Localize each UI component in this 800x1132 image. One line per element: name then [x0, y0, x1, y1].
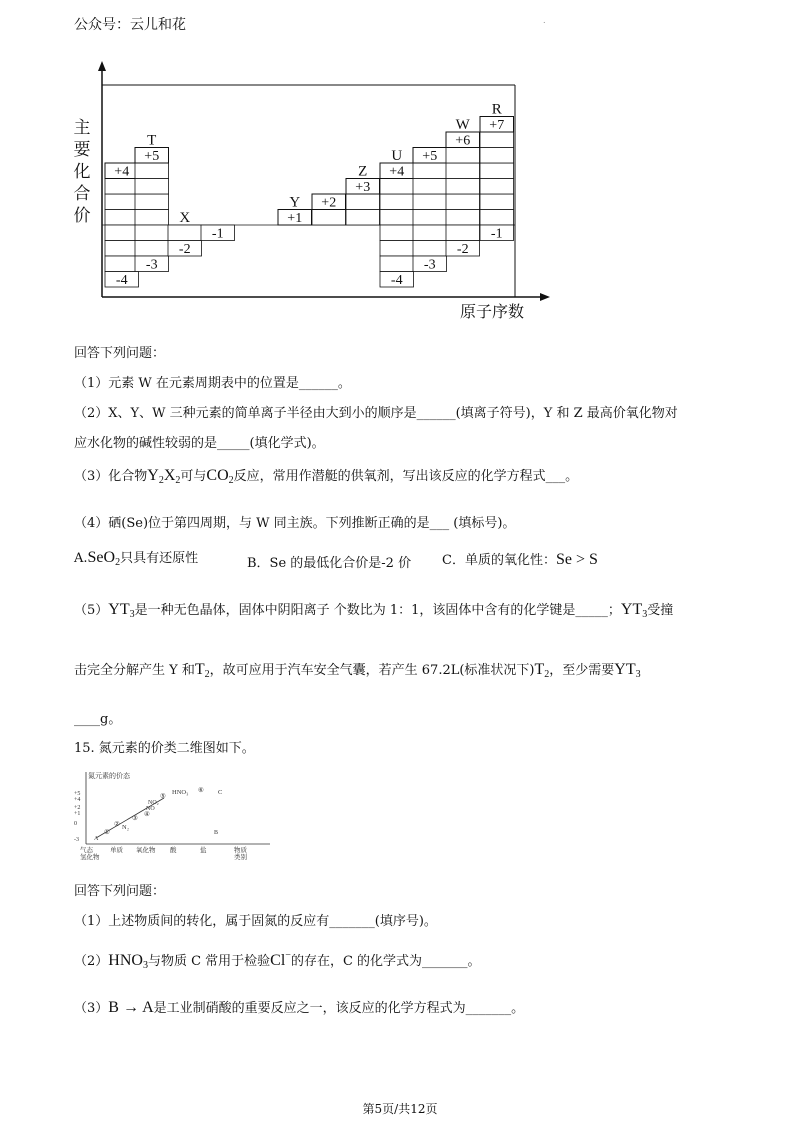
q14-option-a: A.SeO$_2$只具有还原性 [74, 549, 199, 568]
bar-cell-pos [480, 148, 514, 164]
bar-max-label: +4 [114, 164, 130, 180]
bar-cell-neg [105, 241, 139, 257]
bar-cell-pos [413, 194, 447, 210]
n-xcat: 物质 [234, 847, 247, 854]
n-chart-title: 氮元素的价态 [88, 772, 130, 780]
n-xcat: 氧化物 [136, 847, 156, 854]
n-xcat: 盐 [200, 847, 207, 854]
q14-option-c: C．单质的氧化性：Se > S [442, 551, 598, 568]
nitrogen-chart-svg [74, 768, 274, 864]
formula-hno3: $HNO_3$ [108, 952, 148, 971]
q14-part5-line2: 击完全分解产生 Y 和$T_2$，故可应用于汽车安全气囊，若产生 67.2L(标准状况下)$T_2$，至少需要$YT_3$ [74, 661, 641, 680]
formula-yt3: $YT_3$ [108, 601, 135, 620]
header-dot: . [543, 16, 546, 25]
n-xcat: 类别 [234, 854, 247, 861]
bar-cell-pos [105, 179, 139, 195]
bar-min-label: -1 [490, 226, 503, 242]
bar-cell-neg [380, 241, 414, 257]
bar-cell-pos [380, 210, 414, 226]
ylabel-char: 要 [73, 140, 91, 159]
q14-part1: （1）元素 W 在元素周期表中的位置是______。 [74, 376, 351, 391]
bar-cell-pos [446, 179, 480, 195]
bar-cell-neg [135, 225, 169, 241]
n-xcat: 酸 [170, 847, 177, 854]
formula-cl: Cl− [270, 950, 291, 969]
bar-cell-neg [446, 225, 480, 241]
bar-min-label: -2 [178, 242, 191, 257]
bar-max-label: +7 [489, 118, 505, 133]
formula-seo2: SeO$_2$ [87, 549, 121, 568]
n-label-no2: NO₂ [148, 800, 159, 806]
bar-cell-pos [312, 210, 346, 226]
nitrogen-chart [74, 768, 274, 864]
ylabel-char: 价 [73, 206, 91, 225]
ylabel-char: 化 [73, 162, 91, 181]
bar-max-label: +5 [144, 149, 160, 164]
bar-min-label: -4 [115, 273, 128, 288]
n-ytick: +1 [74, 811, 81, 817]
y-axis-arrow [98, 61, 106, 71]
n-label-b: B [214, 830, 219, 836]
bar-cell-pos [446, 210, 480, 226]
q15-part2: $(2)HNO_3$与物质 C 常用于检验Cl−的存在，C 的化学式为_______。 [74, 950, 481, 971]
bar-max-label: +1 [287, 211, 303, 226]
formula-yt3-c: $YT_3$ [614, 661, 641, 680]
bar-cell-neg [168, 225, 202, 241]
n-ytick: -3 [74, 837, 79, 843]
n-ytick: +4 [74, 797, 81, 803]
bar-cell-pos [446, 163, 480, 179]
bar-cell-pos [413, 163, 447, 179]
n-label-hno3: HNO₃ [172, 789, 189, 796]
bar-cell-neg [135, 241, 169, 257]
x-axis-arrow [540, 293, 550, 301]
n-xcat: 单质 [110, 847, 123, 854]
q14-part3-post: 反应，常用作潜艇的供氧剂，写出该反应的化学方程式___。 [233, 469, 579, 484]
formula-se-s: Se > S [555, 551, 598, 568]
bar-max-label: +5 [422, 149, 438, 164]
bar-cell-pos [480, 132, 514, 148]
bar-cell-pos [480, 163, 514, 179]
q15-title: 15. 氮元素的价类二维图如下。 [74, 741, 255, 756]
bar-max-label: +4 [389, 164, 405, 180]
bar-cell-pos [346, 194, 380, 210]
bar-cell-neg [380, 225, 414, 241]
q14-option-b: B．Se 的最低化合价是-2 价 [247, 556, 412, 571]
valence-chart-svg [60, 55, 580, 325]
element-label: T [147, 132, 157, 149]
n-circled-label: ⑥ [198, 787, 204, 794]
bar-cell-neg [413, 225, 447, 241]
bar-cell-pos [380, 179, 414, 195]
bar-cell-pos [480, 179, 514, 195]
formula-yt3-b: $YT_3$ [620, 601, 648, 620]
q15-intro: 回答下列问题： [74, 884, 166, 899]
q14-intro: 回答下列问题： [74, 346, 166, 361]
formula-t2: $T_2$ [194, 661, 210, 680]
bar-cell-pos [346, 210, 380, 226]
n-ytick: +5 [74, 791, 81, 797]
bar-cell-pos [105, 194, 139, 210]
header-text: 公众号：云儿和花 [74, 17, 186, 33]
element-label: R [491, 101, 502, 118]
page-footer: 第5页/共12页 [362, 1102, 438, 1116]
q14-part2-line1: （2）X、Y、W 三种元素的简单离子半径由大到小的顺序是______(填离子符号)，Y 和 Z 最高价氧化物对 [74, 406, 678, 421]
bar-min-label: -4 [390, 273, 403, 288]
bar-min-label: -3 [423, 257, 436, 273]
xlabel: 原子序数 [459, 304, 525, 321]
q14-part3-prefix: （3）化合物 [74, 469, 148, 484]
element-label: Y [289, 194, 301, 211]
n-circled-label: ③ [132, 815, 138, 822]
bar-cell-neg [413, 241, 447, 257]
bar-cell-pos [413, 179, 447, 195]
bar-cell-pos [413, 210, 447, 226]
bar-max-label: +2 [321, 195, 337, 211]
element-label: U [391, 148, 403, 164]
q14-part3 [74, 466, 578, 487]
q14-part3-mid: 可与 [180, 469, 207, 484]
bar-min-label: -1 [211, 226, 224, 242]
element-label: X [179, 210, 191, 226]
formula-co2: $CO_2$ [206, 467, 234, 486]
q14-part5-line3: ____g。 [74, 712, 122, 727]
n-label-n2: N₂ [122, 824, 129, 831]
bar-max-label: +6 [455, 133, 471, 149]
ylabel-char: 主 [73, 118, 91, 137]
n-xcat: 气态 [80, 847, 93, 854]
q14-part2-line2: 应水化物的碱性较弱的是_____(填化学式)。 [74, 436, 325, 451]
bar-cell-pos [480, 194, 514, 210]
bar-cell-neg [105, 256, 139, 272]
q15-part1: （1）上述物质间的转化，属于固氮的反应有_______(填序号)。 [74, 914, 437, 929]
q14-part5-line1: $(5)YT_3$是一种无色晶体，固体中阴阳离子 个数比为 1：1，该固体中含有的化学键是_____；$YT_3$受撞 [74, 601, 674, 620]
bar-cell-pos [380, 194, 414, 210]
bar-cell-pos [135, 210, 169, 226]
element-label: W [455, 117, 470, 133]
n-circled-label: ④ [144, 811, 150, 818]
ylabel-char: 合 [73, 184, 91, 203]
bar-min-label: -2 [456, 242, 469, 257]
bar-cell-pos [480, 210, 514, 226]
n-ytick: 0 [74, 821, 77, 827]
n-circled-label: ② [114, 821, 120, 828]
valence-chart [60, 55, 580, 325]
n-circled-label: ① [104, 829, 110, 836]
bar-max-label: +3 [355, 180, 371, 195]
bar-min-label: -3 [145, 257, 158, 273]
q14-part4: （4）硒(Se)位于第四周期，与 W 同主族。下列推断正确的是___ (填标号)。 [74, 516, 516, 531]
n-label-c: C [218, 789, 223, 796]
bar-cell-pos [135, 163, 169, 179]
q15-part3: （3）B → A是工业制硝酸的重要反应之一，该反应的化学方程式为_______。 [74, 999, 525, 1016]
n-label-no: NO [146, 806, 155, 812]
bar-cell-pos [105, 210, 139, 226]
n-ytick: +2 [74, 805, 81, 811]
n-label-a: A [94, 836, 99, 842]
bar-cell-pos [446, 148, 480, 164]
bar-cell-neg [105, 225, 139, 241]
formula-y2x2: $Y_2X_2$ [147, 467, 181, 486]
formula-t2-b: $T_2$ [534, 661, 550, 680]
bar-cell-pos [446, 194, 480, 210]
n-circled-label: ⑤ [160, 793, 166, 800]
n-xcat: 氢化物 [80, 854, 100, 861]
bar-cell-pos [135, 179, 169, 195]
bar-cell-pos [135, 194, 169, 210]
formula-b-to-a: B → A [108, 999, 154, 1016]
bar-cell-neg [380, 256, 414, 272]
element-label: Z [358, 163, 368, 180]
